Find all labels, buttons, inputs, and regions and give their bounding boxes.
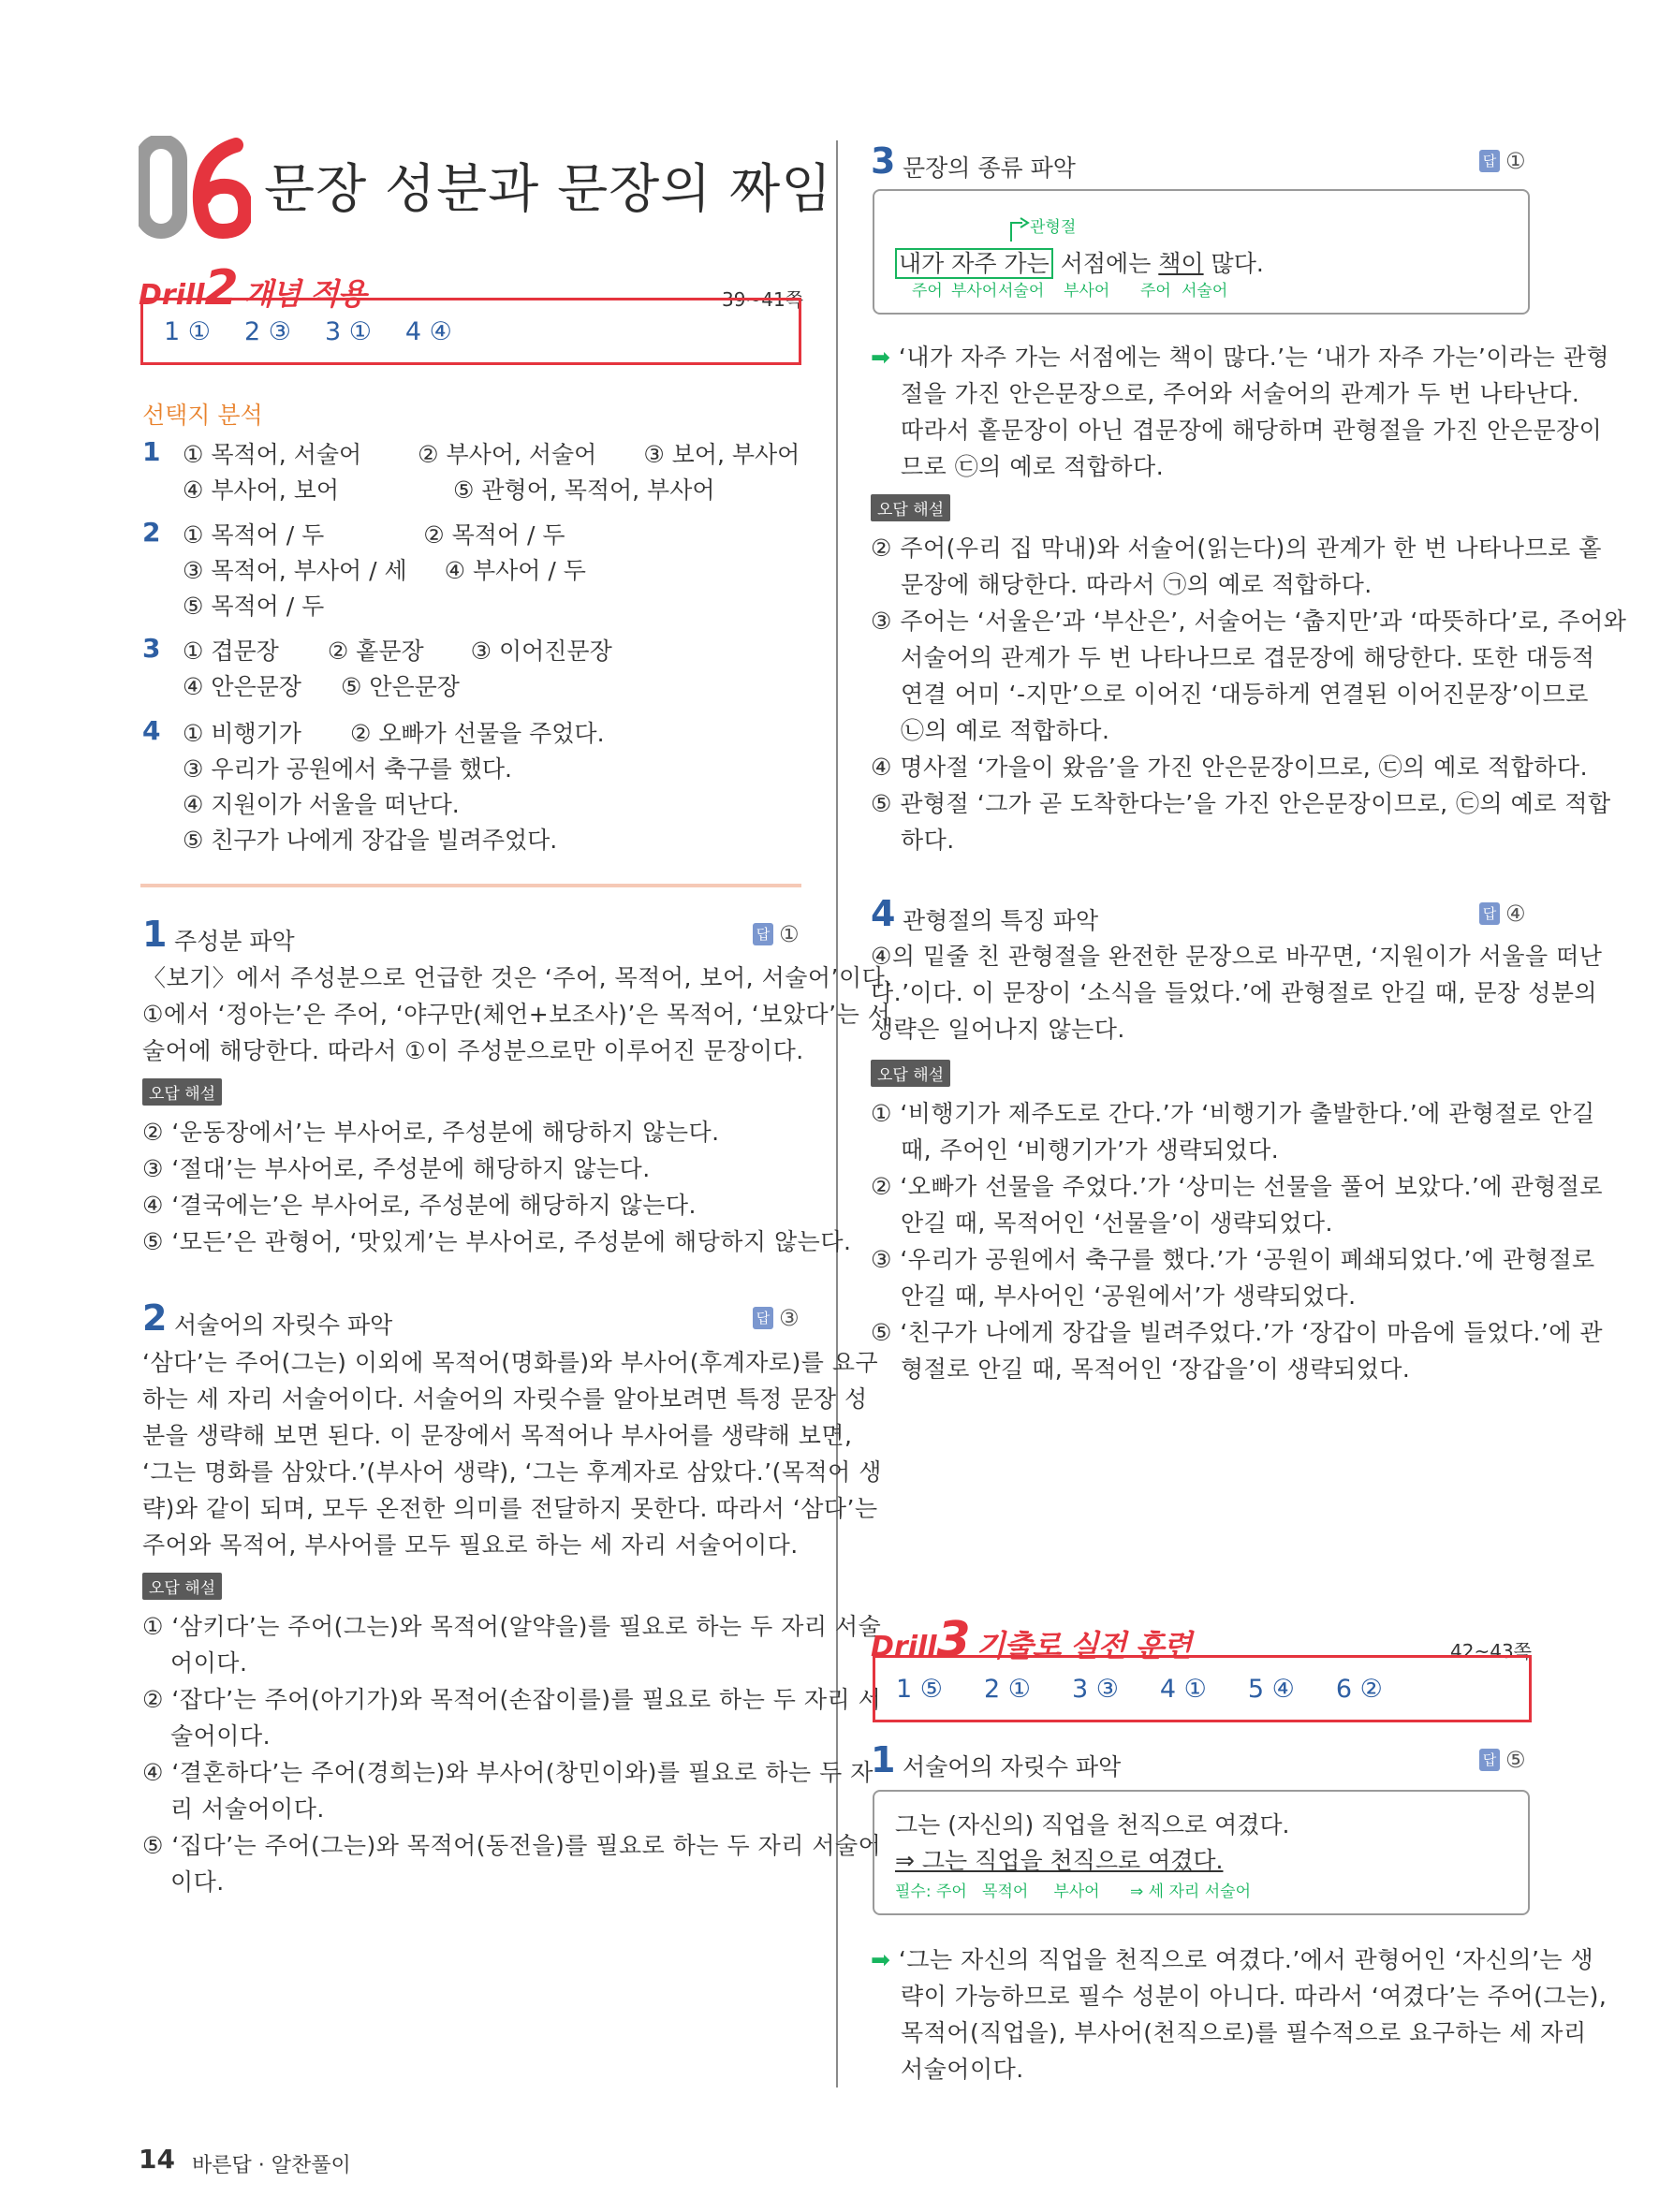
body-text: 서술어이다. xyxy=(901,2056,1024,2083)
wrong-explanation: 어이다. xyxy=(170,1649,248,1677)
question-title: 서술어의 자릿수 파악 xyxy=(174,1311,393,1339)
wrong-explanation: ⑤ ‘모든’은 관형어, ‘맛있게’는 부사어로, 주성분에 해당하지 않는다. xyxy=(142,1228,852,1255)
analysis-line: ① 목적어 / 두 ② 목적어 / 두 xyxy=(183,521,565,549)
body-text: ➡ ‘그는 자신의 직업을 천직으로 여겼다.’에서 관형어인 ‘자신의’는 생 xyxy=(871,1946,1594,1973)
example-sentence: 내가 자주 가는 서점에는 책이 많다. xyxy=(895,245,1264,279)
question-title: 문장의 종류 파악 xyxy=(903,154,1076,182)
question-number: 1 xyxy=(871,1739,896,1780)
wrong-explanation: 안길 때, 부사어인 ‘공원에서’가 생략되었다. xyxy=(901,1282,1357,1310)
answer-item: 1 ① xyxy=(164,316,211,346)
answer-item: 4 ① xyxy=(1159,1674,1207,1704)
wrong-explanation: ㉡의 예로 적합하다. xyxy=(901,717,1110,744)
wrong-explanation: 형절로 안길 때, 목적어인 ‘장갑을’이 생략되었다. xyxy=(901,1355,1411,1383)
wrong-explanation: 연결 어미 ‘-지만’으로 이어진 ‘대등하게 연결된 이어진문장’이므로 xyxy=(901,681,1589,708)
wrong-explanation: 서술어의 관계가 두 번 나타나므로 겹문장에 해당한다. 또한 대등적 xyxy=(901,644,1595,671)
answer-indicator: 답 ① xyxy=(753,921,800,947)
analysis-line: ⑤ 목적어 / 두 xyxy=(183,593,325,620)
answer-indicator: 답 ⑤ xyxy=(1479,1747,1526,1773)
wrong-answer-badge: 오답 해설 xyxy=(142,1078,222,1106)
wrong-explanation: ⑤ ‘집다’는 주어(그는)와 목적어(동전을)를 필요로 하는 두 자리 서술어 xyxy=(142,1832,882,1859)
drill2-logo: Drill2 개념 적용 xyxy=(139,260,366,316)
wrong-answer-badge: 오답 해설 xyxy=(871,494,950,521)
wrong-explanation: ③ ‘절대’는 부사어로, 주성분에 해당하지 않는다. xyxy=(142,1155,651,1182)
analysis-num: 2 xyxy=(142,517,161,548)
wrong-explanation: ② 주어(우리 집 막내)와 서술어(읽는다)의 관계가 한 번 나타나므로 홑 xyxy=(871,535,1602,562)
body-text: 략)와 같이 되며, 모두 온전한 의미를 전달하지 못한다. 따라서 ‘삼다’는 xyxy=(142,1495,878,1522)
wrong-explanation: ④ ‘결국에는’은 부사어로, 주성분에 해당하지 않는다. xyxy=(142,1192,697,1219)
body-text: 따라서 홑문장이 아닌 겹문장에 해당하며 관형절을 가진 안은문장이 xyxy=(901,417,1603,444)
clause-label: 관형절 xyxy=(1030,218,1077,237)
drill3-logo: Drill3 기출로 실전 훈련 xyxy=(871,1612,1192,1668)
component-tag: 주어 xyxy=(1140,282,1171,300)
analysis-line: ① 겹문장 ② 홑문장 ③ 이어진문장 xyxy=(183,637,612,665)
body-text: ➡ ‘내가 자주 가는 서점에는 책이 많다.’는 ‘내가 자주 가는’이라는 관형 xyxy=(871,344,1610,371)
answer-indicator: 답 ① xyxy=(1479,148,1526,174)
body-text: ‘그는 명화를 삼았다.’(부사어 생략), ‘그는 후계자로 삼았다.’(목적어 생 xyxy=(142,1458,882,1486)
dap-icon: 답 xyxy=(753,1307,773,1329)
drill2-pages: 39~41쪽 xyxy=(722,288,803,311)
page-number: 14 xyxy=(139,2144,175,2175)
component-tag: 주어 xyxy=(912,282,943,300)
analysis-line: ① 비행기가 ② 오빠가 선물을 주었다. xyxy=(183,720,605,747)
footer-title: 바른답 · 알찬풀이 xyxy=(192,2154,351,2177)
answer-item: 4 ④ xyxy=(404,316,452,346)
body-text: 다.’이다. 이 문장이 ‘소식을 들었다.’에 관형절로 안길 때, 문장 성분의 xyxy=(871,979,1598,1006)
analysis-line: ④ 안은문장 ⑤ 안은문장 xyxy=(183,673,460,700)
component-tag: 필수: 주어 목적어 부사어 ⇒ 세 자리 서술어 xyxy=(895,1882,1251,1901)
wrong-explanation: ④ ‘결혼하다’는 주어(경희는)와 부사어(창민이와)를 필요로 하는 두 자 xyxy=(142,1759,874,1786)
wrong-explanation: ② ‘잡다’는 주어(아기가)와 목적어(손잡이를)를 필요로 하는 두 자리 서 xyxy=(142,1686,882,1713)
answer-item: 3 ③ xyxy=(1071,1674,1119,1704)
wrong-explanation: ① ‘비행기가 제주도로 간다.’가 ‘비행기가 출발한다.’에 관형절로 안길 xyxy=(871,1100,1595,1127)
analysis-line: ④ 부사어, 보어 ⑤ 관형어, 목적어, 부사어 xyxy=(183,476,715,504)
example-sentence: ⇒ 그는 직업을 천직으로 여겼다. xyxy=(895,1847,1224,1874)
body-text: 목적어(직업을), 부사어(천직으로)를 필수적으로 요구하는 세 자리 xyxy=(901,2019,1587,2046)
body-text: ‘삼다’는 주어(그는) 이외에 목적어(명화를)와 부사어(후계자로)를 요구 xyxy=(142,1349,879,1376)
component-tag: 서술어 xyxy=(998,282,1045,300)
question-number: 4 xyxy=(871,893,896,934)
dap-icon: 답 xyxy=(753,923,773,945)
body-text: 절을 가진 안은문장으로, 주어와 서술어의 관계가 두 번 나타난다. xyxy=(901,380,1580,407)
analysis-label: 선택지 분석 xyxy=(142,402,263,429)
answer-item: 5 ④ xyxy=(1247,1674,1295,1704)
body-text: 략이 가능하므로 필수 성분이 아니다. 따라서 ‘여겼다’는 주어(그는), xyxy=(901,1983,1608,2010)
answer-item: 2 ① xyxy=(983,1674,1031,1704)
analysis-line: ③ 목적어, 부사어 / 세 ④ 부사어 / 두 xyxy=(183,557,586,584)
wrong-explanation: 이다. xyxy=(170,1868,225,1896)
arrow-icon: ➡ xyxy=(871,1946,891,1973)
chapter-number-graphic xyxy=(139,136,251,239)
wrong-explanation: ③ 주어는 ‘서울은’과 ‘부산은’, 서술어는 ‘춥지만’과 ‘따뜻하다’로, 주어와 xyxy=(871,608,1627,635)
component-tag: 부사어 xyxy=(1064,282,1110,300)
answer-item: 6 ② xyxy=(1335,1674,1383,1704)
body-text: 주어와 목적어, 부사어를 모두 필요로 하는 세 자리 서술어이다. xyxy=(142,1531,799,1559)
dap-icon: 답 xyxy=(1479,150,1500,172)
wrong-explanation: ⑤ 관형절 ‘그가 곧 도착한다는’을 가진 안은문장이므로, ㉢의 예로 적합 xyxy=(871,790,1611,817)
question-number: 1 xyxy=(142,914,168,955)
answer-item: 2 ③ xyxy=(243,316,291,346)
wrong-explanation: ⑤ ‘친구가 나에게 장갑을 빌려주었다.’가 ‘장갑이 마음에 들었다.’에 관 xyxy=(871,1319,1604,1346)
body-text: 생략은 일어나지 않는다. xyxy=(871,1016,1125,1043)
answer-indicator: 답 ③ xyxy=(753,1305,800,1331)
analysis-line: ③ 우리가 공원에서 축구를 했다. xyxy=(183,755,512,783)
arrow-icon: ➡ xyxy=(871,344,891,371)
body-text: 〈보기〉에서 주성분으로 언급한 것은 ‘주어, 목적어, 보어, 서술어’이다. xyxy=(142,964,893,991)
analysis-line: ① 목적어, 서술어 ② 부사어, 서술어 ③ 보어, 부사어 xyxy=(183,441,800,468)
body-text: ①에서 ‘정아는’은 주어, ‘야구만(체언+보조사)’은 목적어, ‘보았다’는 서 xyxy=(142,1001,891,1028)
drill3-pages: 42~43쪽 xyxy=(1450,1640,1532,1663)
answer-item: 3 ① xyxy=(324,316,372,346)
question-number: 3 xyxy=(871,140,896,182)
wrong-explanation: 문장에 해당한다. 따라서 ㉠의 예로 적합하다. xyxy=(901,571,1373,598)
wrong-answer-badge: 오답 해설 xyxy=(871,1060,950,1087)
analysis-num: 3 xyxy=(142,633,161,664)
component-tag: 서술어 xyxy=(1182,282,1228,300)
wrong-explanation: ① ‘삼키다’는 주어(그는)와 목적어(알약을)를 필요로 하는 두 자리 서술 xyxy=(142,1613,882,1640)
wrong-explanation: ④ 명사절 ‘가을이 왔음’을 가진 안은문장이므로, ㉢의 예로 적합하다. xyxy=(871,754,1589,781)
wrong-explanation: 리 서술어이다. xyxy=(170,1795,325,1823)
body-text: 므로 ㉢의 예로 적합하다. xyxy=(901,453,1165,480)
dap-icon: 답 xyxy=(1479,1749,1500,1771)
wrong-answer-badge: 오답 해설 xyxy=(142,1573,222,1600)
wrong-explanation: 술어이다. xyxy=(170,1722,272,1750)
drill3-answer-box xyxy=(873,1655,1532,1722)
wrong-explanation: 때, 주어인 ‘비행기가’가 생략되었다. xyxy=(901,1136,1280,1164)
body-text: 분을 생략해 보면 된다. 이 문장에서 목적어나 부사어를 생략해 보면, xyxy=(142,1422,853,1449)
analysis-line: ⑤ 친구가 나에게 장갑을 빌려주었다. xyxy=(183,827,558,854)
body-text: 하는 세 자리 서술어이다. 서술어의 자릿수를 알아보려면 특정 문장 성 xyxy=(142,1385,868,1413)
body-text: 술어에 해당한다. 따라서 ①이 주성분으로만 이루어진 문장이다. xyxy=(142,1037,804,1064)
question-title: 관형절의 특징 파악 xyxy=(903,907,1099,934)
section-divider xyxy=(140,884,801,887)
component-tag: 부사어 xyxy=(951,282,998,300)
wrong-explanation: ② ‘오빠가 선물을 주었다.’가 ‘상미는 선물을 풀어 보았다.’에 관형절로 xyxy=(871,1173,1604,1200)
example-sentence: 그는 (자신의) 직업을 천직으로 여겼다. xyxy=(895,1811,1290,1838)
analysis-num: 4 xyxy=(142,715,161,746)
body-text: ④의 밑줄 친 관형절을 완전한 문장으로 바꾸면, ‘지원이가 서울을 떠난 xyxy=(871,943,1603,970)
drill2-answer-box xyxy=(140,298,801,365)
analysis-num: 1 xyxy=(142,436,161,467)
analysis-line: ④ 지원이가 서울을 떠난다. xyxy=(183,791,460,818)
wrong-explanation: 안길 때, 목적어인 ‘선물을’이 생략되었다. xyxy=(901,1209,1333,1237)
question-title: 서술어의 자릿수 파악 xyxy=(903,1753,1122,1780)
chapter-title: 문장 성분과 문장의 짜임 xyxy=(264,159,833,220)
answer-indicator: 답 ④ xyxy=(1479,901,1526,927)
question-title: 주성분 파악 xyxy=(174,928,295,955)
wrong-explanation: 하다. xyxy=(901,827,955,854)
question-number: 2 xyxy=(142,1297,168,1339)
dap-icon: 답 xyxy=(1479,902,1500,925)
column-divider xyxy=(836,140,838,2087)
wrong-explanation: ③ ‘우리가 공원에서 축구를 했다.’가 ‘공원이 폐쇄되었다.’에 관형절로 xyxy=(871,1246,1595,1273)
wrong-explanation: ② ‘운동장에서’는 부사어로, 주성분에 해당하지 않는다. xyxy=(142,1119,720,1146)
drill3-header xyxy=(871,1612,1532,1668)
answer-item: 1 ⑤ xyxy=(896,1674,943,1704)
